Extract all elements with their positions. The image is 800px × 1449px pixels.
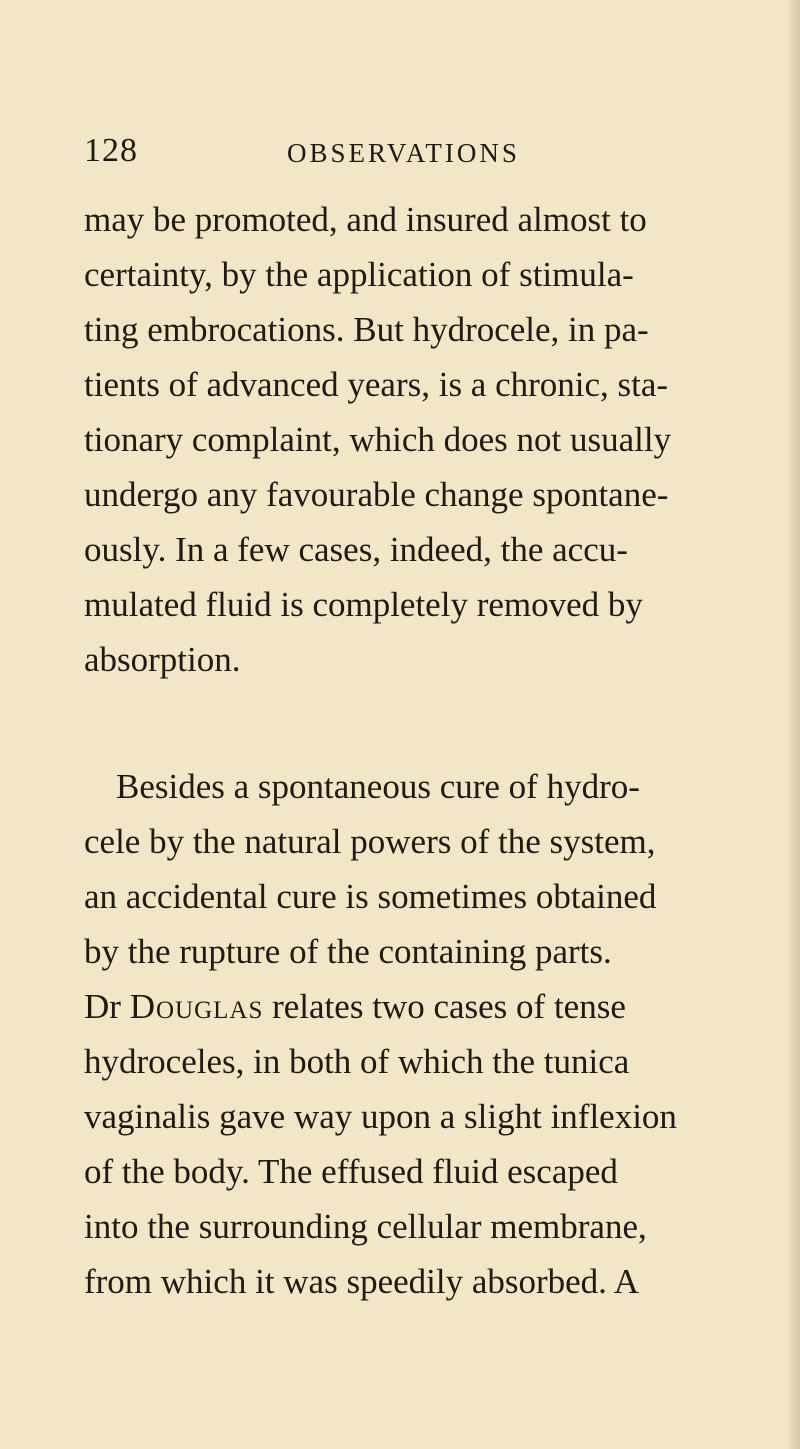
text-line: from which it was speedily absorbed. A <box>84 1262 640 1301</box>
page-edge-shadow <box>786 0 800 1449</box>
text-line: tients of advanced years, is a chronic, sta- <box>84 365 669 404</box>
text-line: cele by the natural powers of the system, <box>84 822 656 861</box>
douglas-suffix: relates two cases of tense <box>263 987 626 1026</box>
text-line: may be promoted, and insured almost to <box>84 200 647 239</box>
text-line: ting embrocations. But hydrocele, in pa- <box>84 310 649 349</box>
text-line: certainty, by the application of stimula- <box>84 255 634 294</box>
text-line: Besides a spontaneous cure of hydro- <box>116 767 640 806</box>
text-line: undergo any favourable change spontane- <box>84 475 669 514</box>
paragraph-2 <box>84 759 744 1309</box>
page-number: 128 <box>84 132 138 169</box>
paragraph-1 <box>84 192 744 687</box>
text-line: into the surrounding cellular membrane, <box>84 1207 647 1246</box>
text-line: ously. In a few cases, indeed, the accu- <box>84 530 628 569</box>
text-line <box>84 979 744 1034</box>
text-line: vaginalis gave way upon a slight inflexion <box>84 1097 677 1136</box>
text-line: an accidental cure is sometimes obtained <box>84 877 657 916</box>
running-head: OBSERVATIONS <box>287 138 520 168</box>
text-line: of the body. The effused fluid escaped <box>84 1152 618 1191</box>
text-line: absorption. <box>84 640 241 679</box>
paragraph-gap <box>84 687 744 759</box>
page-header <box>84 132 724 176</box>
text-line: tionary complaint, which does not usually <box>84 420 672 459</box>
text-line: by the rupture of the containing parts. <box>84 932 612 971</box>
text-line: hydroceles, in both of which the tunica <box>84 1042 630 1081</box>
text-line: mulated fluid is completely removed by <box>84 585 643 624</box>
author-name-douglas: Douglas <box>129 987 264 1026</box>
douglas-prefix: Dr <box>84 987 130 1026</box>
body-text <box>84 192 744 1309</box>
